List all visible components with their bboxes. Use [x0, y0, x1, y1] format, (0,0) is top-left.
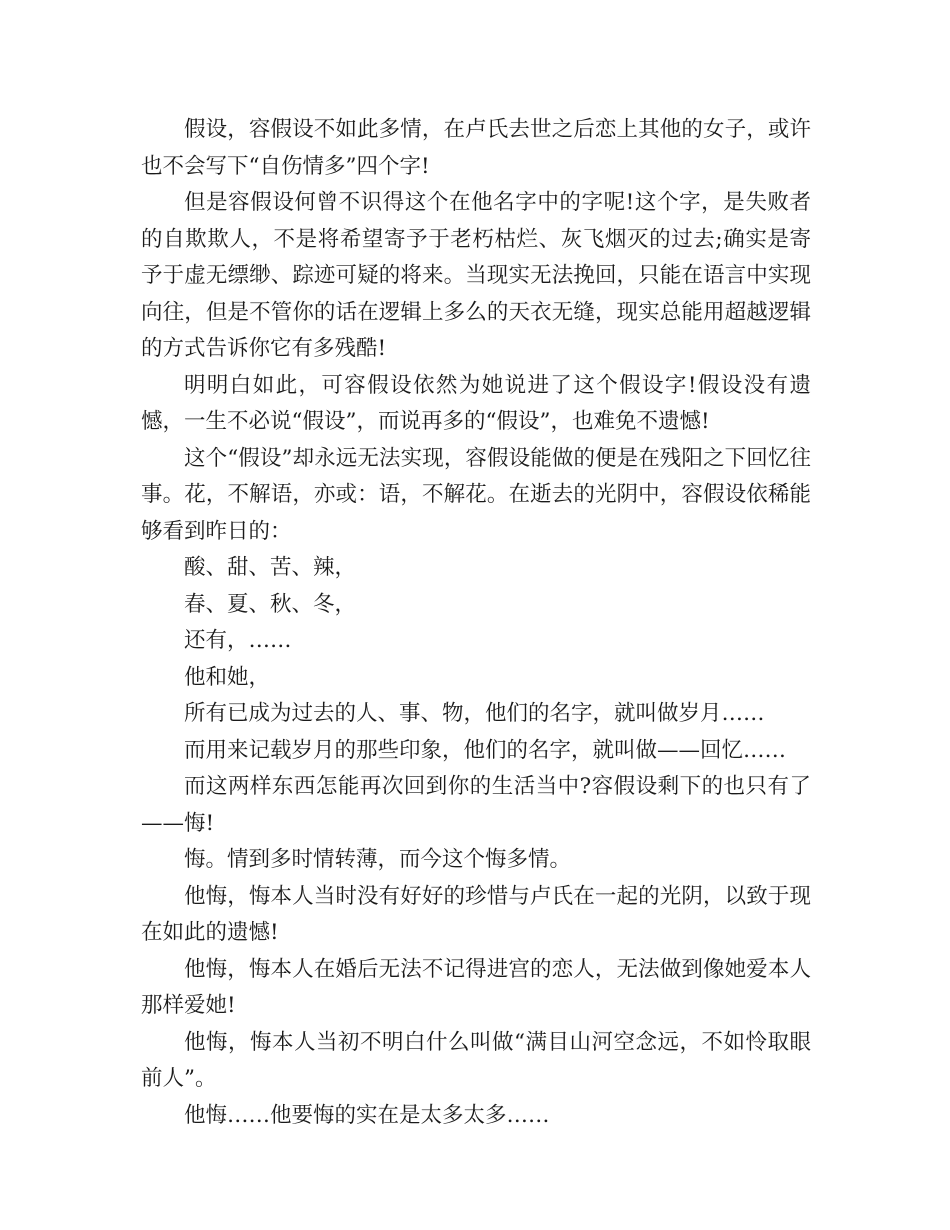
paragraph: 但是容假设何曾不识得这个在他名字中的字呢!这个字，是失败者的自欺欺人，不是将希望寄予于老朽枯烂、灰飞烟灭的过去;确实是寄予于虚无缥缈、踪迹可疑的将来。当现实无法挽回，只能在语言中实现向往，但是不管你的话在逻辑上多么的天衣无缝，现实总能用超越逻辑的方式告诉你它有多残酷!	[141, 190, 811, 361]
paragraph: 所有已成为过去的人、事、物，他们的名字，就叫做岁月……	[184, 701, 765, 726]
paragraph: 还有，……	[184, 628, 292, 653]
paragraph: 酸、甜、苦、辣，	[184, 555, 357, 580]
paragraph: 悔。情到多时情转薄，而今这个悔多情。	[184, 847, 572, 872]
document-body	[141, 112, 811, 1134]
paragraph: 他悔……他要悔的实在是太多太多……	[184, 1102, 550, 1128]
paragraph: 而用来记载岁月的那些印象，他们的名字，就叫做——回忆……	[184, 737, 787, 763]
paragraph: 这个“假设”却永远无法实现，容假设能做的便是在残阳之下回忆往事。花，不解语，亦或：语，不解花。在逝去的光阴中，容假设依稀能够看到昨日的：	[141, 445, 811, 544]
paragraph: 他悔，悔本人当初不明白什么叫做“满目山河空念远，不如怜取眼前人”。	[141, 1029, 811, 1091]
paragraph: 他悔，悔本人当时没有好好的珍惜与卢氏在一起的光阴，以致于现在如此的遗憾!	[141, 883, 811, 945]
paragraph: 明明白如此，可容假设依然为她说进了这个假设字!假设没有遗憾，一生不必说“假设”，而说再多的“假设”，也难免不遗憾!	[141, 372, 811, 434]
paragraph: 春、夏、秋、冬，	[184, 591, 357, 617]
paragraph: 而这两样东西怎能再次回到你的生活当中?容假设剩下的也只有了——悔!	[141, 774, 811, 836]
paragraph: 假设，容假设不如此多情，在卢氏去世之后恋上其他的女子，或许也不会写下“自伤情多”四个字!	[141, 117, 811, 179]
paragraph: 他和她，	[184, 664, 271, 690]
paragraph: 他悔，悔本人在婚后无法不记得进宫的恋人，无法做到像她爱本人那样爱她!	[141, 956, 811, 1018]
